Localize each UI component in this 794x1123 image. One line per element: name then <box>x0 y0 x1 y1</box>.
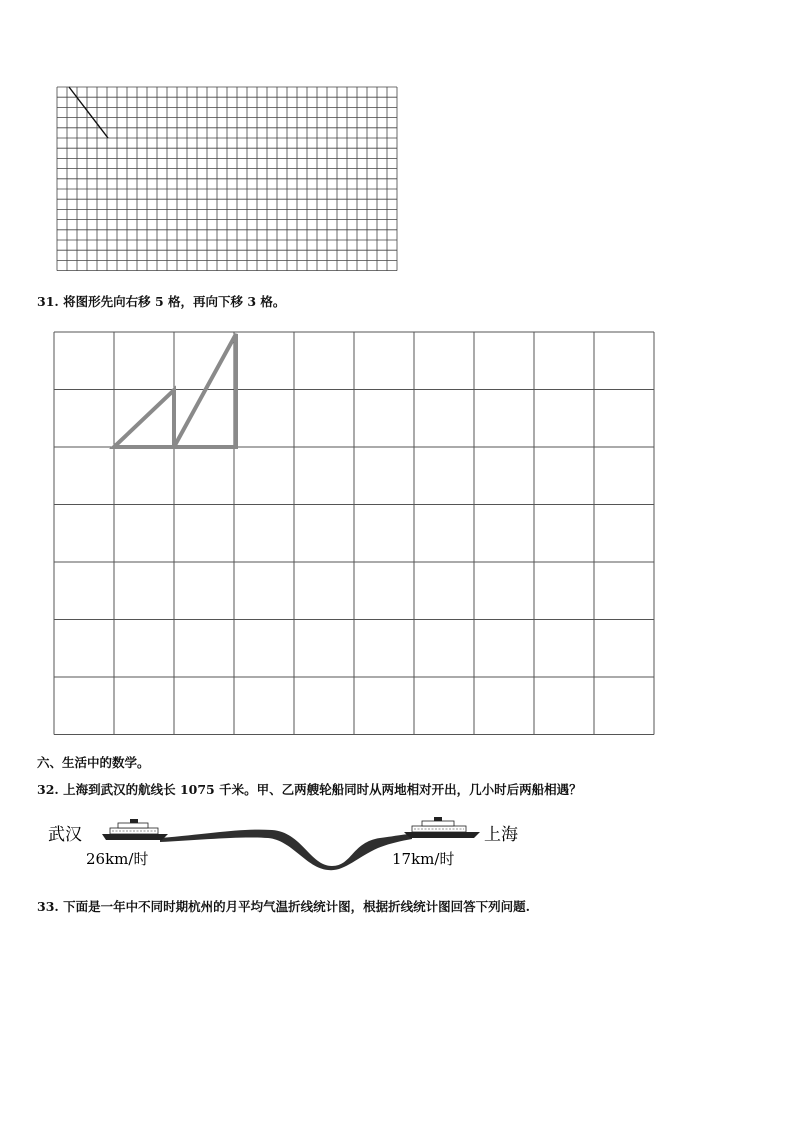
question-31-number: 31. <box>37 294 59 309</box>
ship-icon-right <box>404 817 480 838</box>
left-speed-label: 26km/时 <box>86 850 149 868</box>
question-31-text: 将图形先向右移 5 格，再向下移 3 格。 <box>63 294 286 309</box>
question-33 <box>37 897 530 915</box>
question-33-text: 下面是一年中不同时期杭州的月平均气温折线统计图，根据折线统计图回答下列问题. <box>63 899 530 914</box>
ship-icon-left <box>102 819 168 840</box>
river <box>160 830 412 871</box>
voyage-illustration <box>40 808 540 876</box>
large-grid-lines <box>54 332 654 735</box>
small-grid-figure <box>56 86 400 272</box>
question-32 <box>37 780 582 798</box>
triangle-small <box>114 390 174 447</box>
left-city-label: 武汉 <box>48 825 82 845</box>
section-6-title: 六、生活中的数学。 <box>37 755 150 770</box>
small-grid-lines <box>57 87 397 271</box>
question-32-text: 上海到武汉的航线长 1075 千米。甲、乙两艘轮船同时从两地相对开出，几小时后两船相遇？ <box>63 782 582 797</box>
right-speed-label: 17km/时 <box>392 850 455 868</box>
large-grid-figure <box>46 330 660 742</box>
small-grid-segment <box>69 87 108 138</box>
question-31 <box>37 292 285 310</box>
question-33-number: 33. <box>37 899 59 914</box>
right-city-label: 上海 <box>484 825 518 845</box>
triangle-tall <box>174 334 236 447</box>
question-32-number: 32. <box>37 782 59 797</box>
